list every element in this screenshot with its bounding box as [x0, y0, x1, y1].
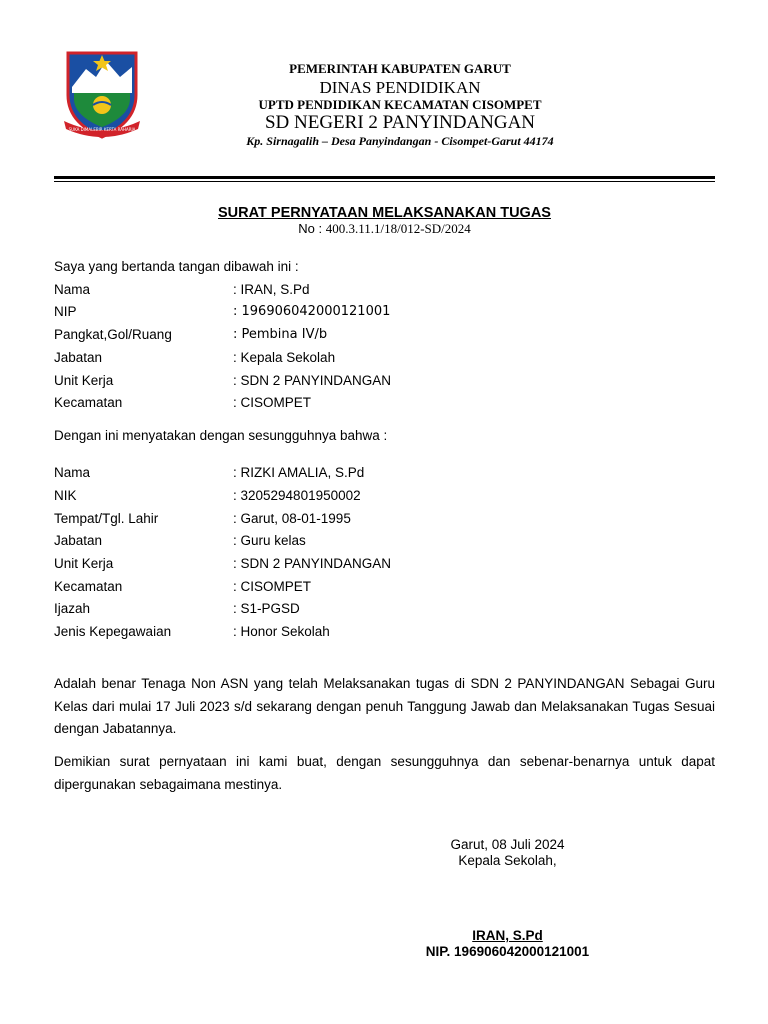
signer-value: : SDN 2 PANYINDANGAN	[233, 373, 392, 388]
signer-value: : CISOMPET	[233, 395, 312, 410]
kop-uptd: UPTD PENDIDIKAN KECAMATAN CISOMPET	[258, 97, 542, 112]
subject-label: Jenis Kepegawaian	[54, 624, 172, 639]
document-number	[54, 221, 715, 237]
signer-label: NIP	[54, 304, 77, 319]
signer-value: : Kepala Sekolah	[233, 350, 336, 365]
signature-place-date: Garut, 08 Juli 2024	[450, 837, 565, 852]
subject-label: Unit Kerja	[54, 556, 114, 571]
logo-ribbon-text: SUKA DIMALEBIR KERTA RAHARJA	[68, 127, 136, 132]
header-divider-thick	[54, 176, 715, 179]
signature-position: Kepala Sekolah,	[458, 853, 557, 868]
signer-label: Jabatan	[54, 350, 103, 365]
subject-value: : Garut, 08-01-1995	[233, 511, 351, 526]
subject-value: : Guru kelas	[233, 533, 306, 548]
subject-label: NIK	[54, 488, 77, 503]
header-divider-thin	[54, 181, 715, 182]
signer-label: Unit Kerja	[54, 373, 114, 388]
subject-label: Ijazah	[54, 601, 91, 616]
kop-school-name: SD NEGERI 2 PANYINDANGAN	[264, 112, 536, 133]
statement-paragraph: Adalah benar Tenaga Non ASN yang telah Melaksanakan tugas di SDN 2 PANYINDANGAN Sebagai Guru Kelas dari mulai 17 Juli 2023 s/d sekarang dengan penuh Tanggung Jawab dan Melaksanakan Tugas Sesuai dengan Jabatannya.	[54, 676, 715, 736]
kop-department: DINAS PENDIDIKAN	[319, 78, 481, 97]
signature-name: IRAN, S.Pd	[472, 928, 543, 943]
subject-value: : S1-PGSD	[233, 601, 300, 616]
signer-label: Pangkat,Gol/Ruang	[54, 327, 172, 342]
subject-value: : RIZKI AMALIA, S.Pd	[233, 465, 365, 480]
subject-value: : SDN 2 PANYINDANGAN	[233, 556, 392, 571]
subject-label: Kecamatan	[54, 579, 123, 594]
signer-label: Nama	[54, 282, 91, 297]
signer-label: Kecamatan	[54, 395, 123, 410]
signer-value: : IRAN, S.Pd	[233, 282, 310, 297]
garut-emblem-logo	[62, 47, 142, 139]
subject-value: : CISOMPET	[233, 579, 312, 594]
signer-value: : 196906042000121001	[233, 304, 391, 319]
signature-nip: NIP. 196906042000121001	[425, 944, 590, 959]
subject-value: : Honor Sekolah	[233, 624, 330, 639]
document-title: SURAT PERNYATAAN MELAKSANAKAN TUGAS	[218, 205, 551, 221]
subject-label: Tempat/Tgl. Lahir	[54, 511, 159, 526]
document-number-value: 400.3.11.1/18/012-SD/2024	[325, 221, 471, 236]
kop-address: Kp. Sirnagalih – Desa Panyindangan - Cisompet-Garut 44174	[246, 134, 554, 148]
statement-intro-text: Dengan ini menyatakan dengan sesungguhnya bahwa :	[54, 428, 388, 443]
subject-label: Nama	[54, 465, 91, 480]
intro-text: Saya yang bertanda tangan dibawah ini :	[54, 259, 299, 274]
signer-value: : Pembina IV/b	[233, 327, 328, 342]
subject-label: Jabatan	[54, 533, 103, 548]
subject-value: : 3205294801950002	[233, 488, 361, 503]
closing-paragraph: Demikian surat pernyataan ini kami buat, dengan sesungguhnya dan sebenar-benarnya untuk dapat dipergunakan sebagaimana mestinya.	[54, 754, 715, 792]
kop-government: PEMERINTAH KABUPATEN GARUT	[289, 61, 511, 76]
document-number-label: No :	[298, 221, 326, 236]
